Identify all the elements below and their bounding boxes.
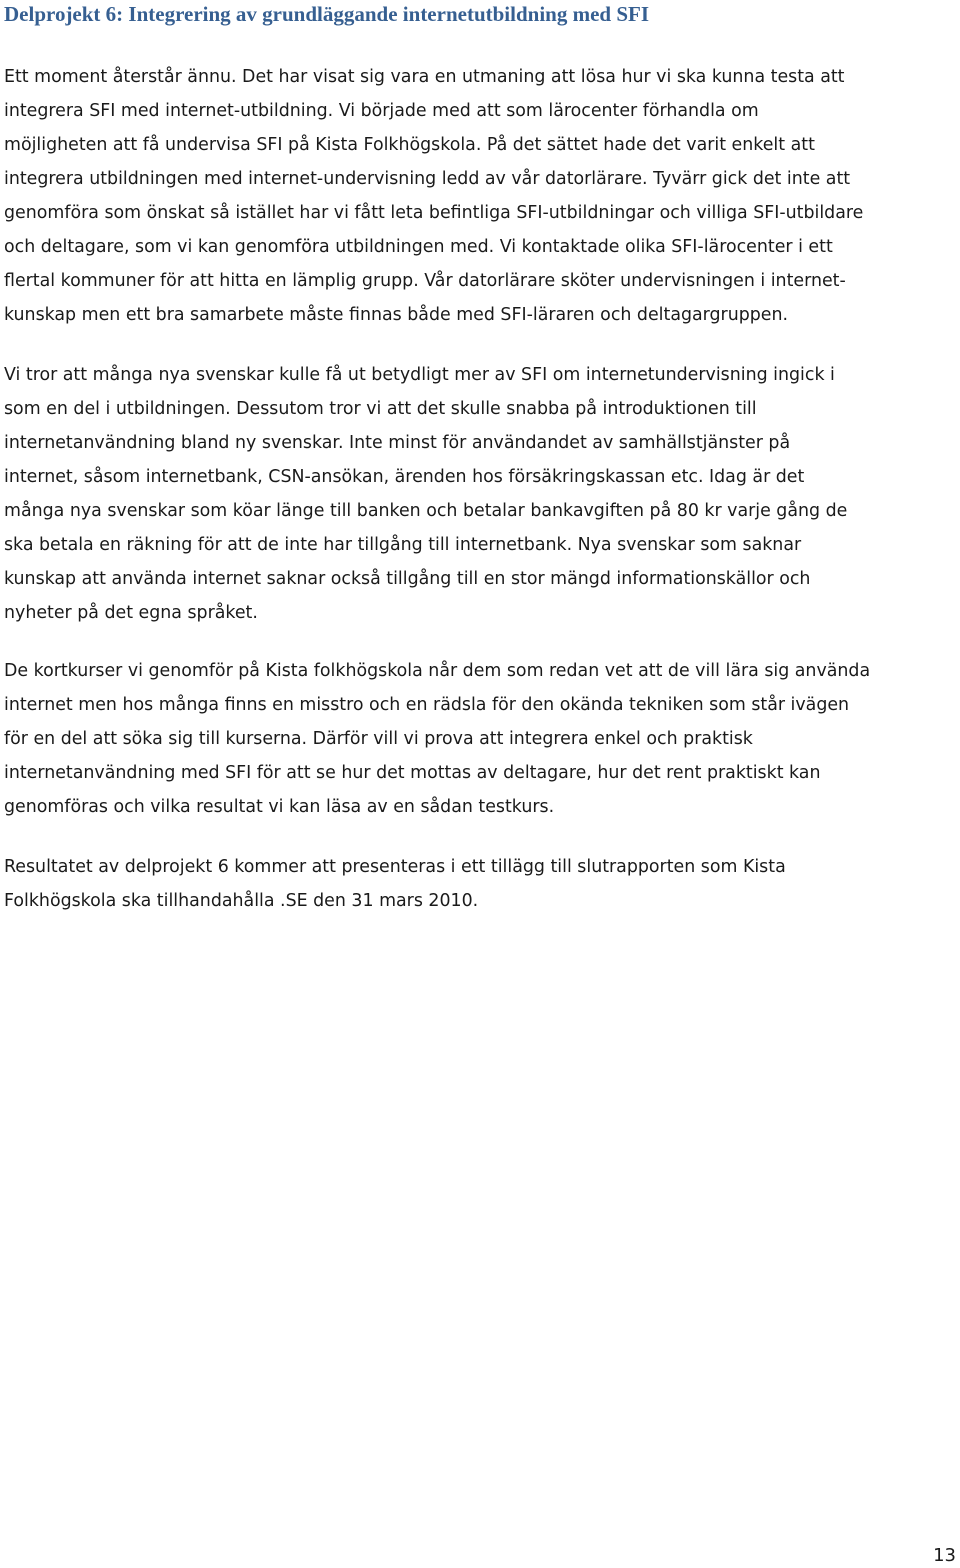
paragraph-line: som en del i utbildningen. Dessutom tror vi att det skulle snabba på introduktionen till [4,399,757,419]
paragraph-line: och deltagare, som vi kan genomföra utbildningen med. Vi kontaktade olika SFI-lärocenter i ett [4,237,833,257]
paragraph-line: internet, såsom internetbank, CSN-ansökan, ärenden hos försäkringskassan etc. Idag är det [4,467,805,487]
paragraph-line: många nya svenskar som köar länge till banken och betalar bankavgiften på 80 kr varje gång de [4,501,848,521]
paragraph-line: Resultatet av delprojekt 6 kommer att presenteras i ett tillägg till slutrapporten som Kista [4,857,786,877]
section-heading: Delprojekt 6: Integrering av grundläggande internetutbildning med SFI [4,2,650,26]
paragraph-line: flertal kommuner för att hitta en lämplig grupp. Vår datorlärare sköter undervisningen i internet- [4,271,846,291]
paragraph-line: integrera SFI med internet-utbildning. Vi började med att som lärocenter förhandla om [4,101,759,121]
paragraph-line: genomföra som önskat så istället har vi fått leta befintliga SFI-utbildningar och villiga SFI-utbildare [4,203,864,223]
paragraph-line: möjligheten att få undervisa SFI på Kista Folkhögskola. På det sättet hade det varit enkelt att [4,135,815,155]
paragraph-line: internetanvändning bland ny svenskar. Inte minst för användandet av samhällstjänster på [4,433,791,453]
paragraph-line: Vi tror att många nya svenskar kulle få ut betydligt mer av SFI om internetundervisning ingick i [4,365,835,385]
paragraph-line: internet men hos många finns en misstro och en rädsla för den okända tekniken som står ivägen [4,695,850,715]
paragraph-line: internetanvändning med SFI för att se hur det mottas av deltagare, hur det rent praktiskt kan [4,763,821,783]
paragraph-line: ska betala en räkning för att de inte har tillgång till internetbank. Nya svenskar som saknar [4,535,802,555]
paragraph-4 [4,850,956,918]
paragraph-line: för en del att söka sig till kurserna. Därför vill vi prova att integrera enkel och praktisk [4,729,753,749]
paragraph-3 [4,654,956,824]
paragraph-line: genomföras och vilka resultat vi kan läsa av en sådan testkurs. [4,797,555,817]
paragraph-line: nyheter på det egna språket. [4,603,258,623]
page-number: 13 [933,1545,956,1566]
paragraph-2 [4,358,956,630]
paragraph-line: De kortkurser vi genomför på Kista folkhögskola når dem som redan vet att de vill lära sig använda [4,661,871,681]
paragraph-line: Ett moment återstår ännu. Det har visat sig vara en utmaning att lösa hur vi ska kunna testa att [4,67,845,87]
paragraph-line: Folkhögskola ska tillhandahålla .SE den 31 mars 2010. [4,891,479,911]
paragraph-line: integrera utbildningen med internet-undervisning ledd av vår datorlärare. Tyvärr gick det inte att [4,169,851,189]
paragraph-1 [4,60,956,332]
paragraph-line: kunskap att använda internet saknar också tillgång till en stor mängd informationskällor och [4,569,811,589]
paragraph-line: kunskap men ett bra samarbete måste finnas både med SFI-läraren och deltagargruppen. [4,305,789,325]
